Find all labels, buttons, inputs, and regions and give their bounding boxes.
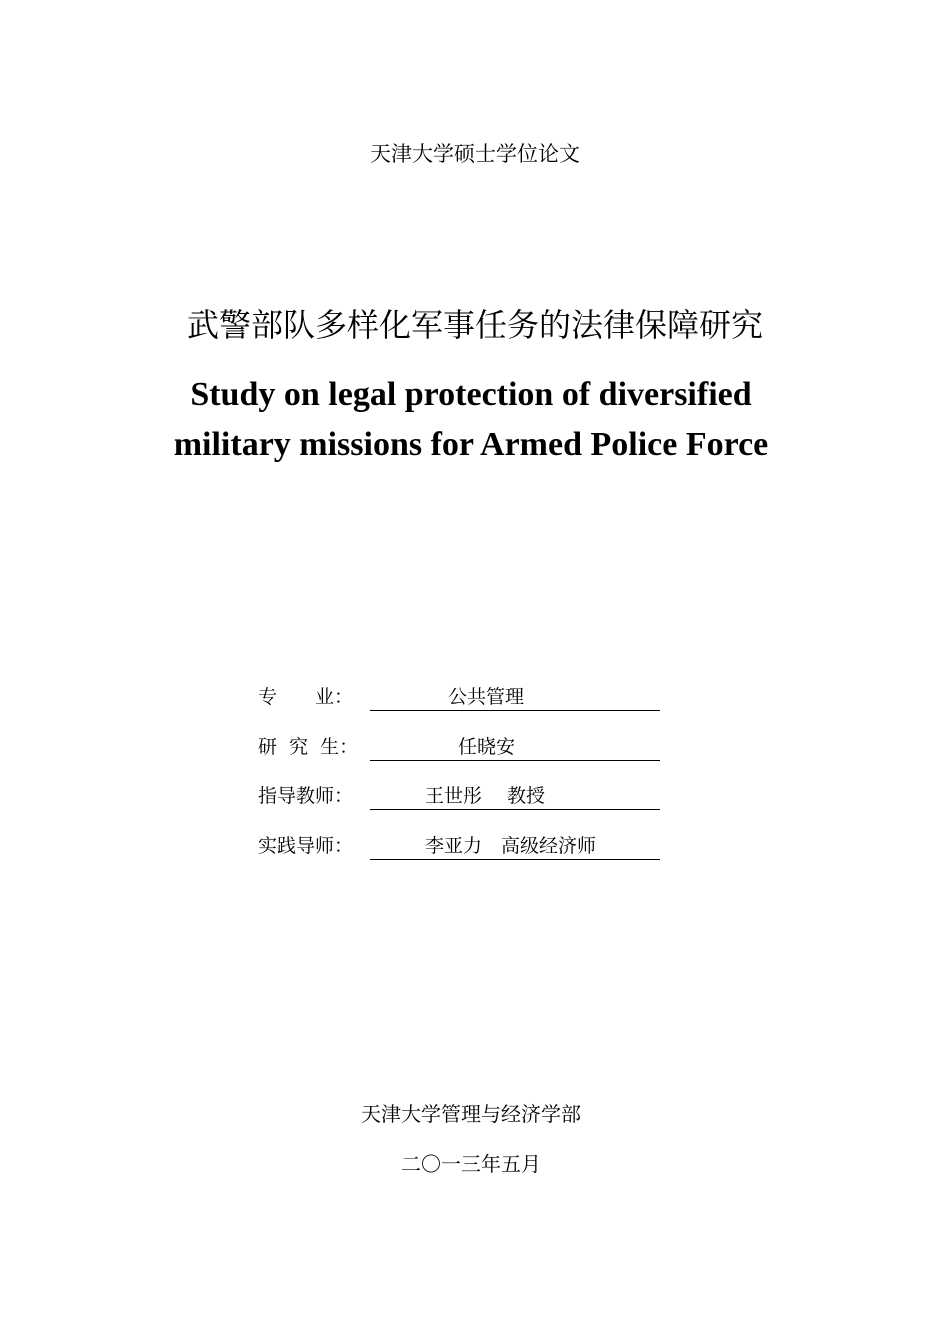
info-label-student: 研 究 生：	[258, 736, 359, 758]
info-label-practice-supervisor: 实践导师：	[258, 835, 354, 857]
info-label-major: 专 业：	[258, 686, 354, 708]
thesis-title-chinese: 武警部队多样化军事任务的法律保障研究	[186, 306, 763, 344]
degree-line: 天津大学硕士学位论文	[370, 142, 580, 166]
info-label-supervisor: 指导教师：	[258, 785, 354, 807]
submission-date: 二〇一三年五月	[401, 1152, 541, 1176]
department-name: 天津大学管理与经济学部	[361, 1102, 581, 1126]
info-underline-supervisor	[370, 781, 660, 810]
info-row-practice-supervisor	[258, 831, 668, 863]
info-row-major	[258, 682, 668, 714]
info-underline-student	[370, 732, 660, 761]
thesis-title-english-line2: military missions for Armed Police Force	[173, 426, 769, 463]
info-underline-practice-supervisor	[370, 831, 660, 860]
info-underline-major	[370, 682, 660, 711]
info-value-major: 公共管理	[448, 686, 525, 708]
info-value-practice-supervisor: 李亚力 高级经济师	[425, 835, 597, 857]
info-value-student: 任晓安	[458, 736, 516, 758]
thesis-title-english-line1: Study on legal protection of diversified	[190, 376, 752, 413]
info-row-student	[258, 732, 668, 764]
info-row-supervisor	[258, 781, 668, 813]
info-value-supervisor: 王世彤 教授	[425, 785, 546, 807]
